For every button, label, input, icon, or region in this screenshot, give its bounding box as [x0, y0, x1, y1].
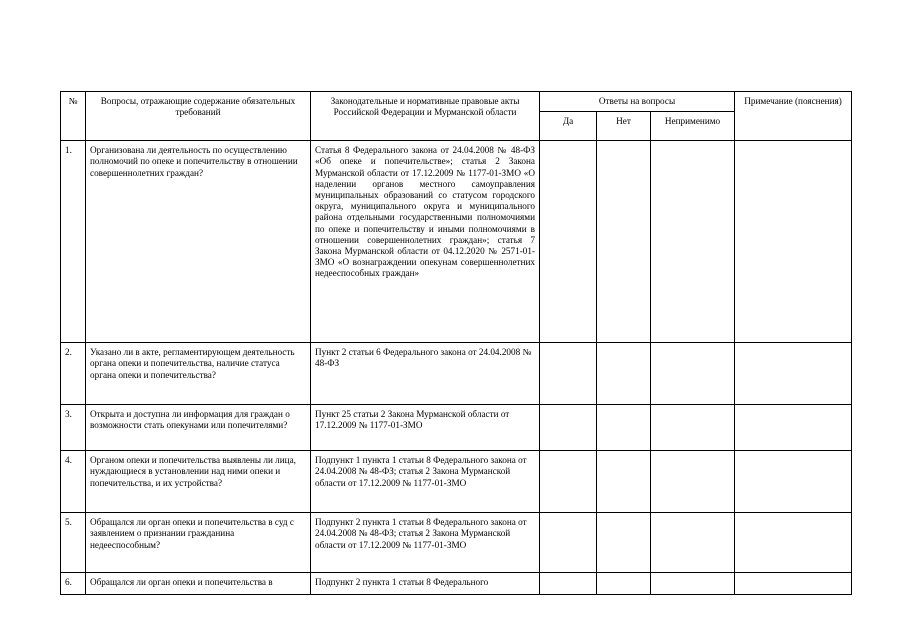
table-row: [61, 141, 852, 343]
row-number: 2.: [61, 343, 86, 405]
answer-yes-cell[interactable]: [540, 513, 597, 573]
header-acts: Законодательные и нормативные правовые акты Российской Федерации и Мурманской области: [311, 92, 540, 141]
header-answers: Ответы на вопросы: [540, 92, 735, 112]
answer-no-cell[interactable]: [597, 573, 651, 595]
answer-yes-cell[interactable]: [540, 141, 597, 343]
row-number: 6.: [61, 573, 86, 595]
header-row: [61, 92, 852, 112]
note-cell[interactable]: [735, 451, 852, 513]
row-question: Указано ли в акте, регламентирующем деятельность органа опеки и попечительства, наличие статуса органа опеки и попечительства?: [86, 343, 311, 405]
answer-na-cell[interactable]: [651, 451, 735, 513]
answer-na-cell[interactable]: [651, 573, 735, 595]
answer-no-cell[interactable]: [597, 513, 651, 573]
table-row: [61, 343, 852, 405]
answer-no-cell[interactable]: [597, 451, 651, 513]
answer-yes-cell[interactable]: [540, 573, 597, 595]
answer-na-cell[interactable]: [651, 513, 735, 573]
answer-na-cell[interactable]: [651, 343, 735, 405]
header-na: Неприменимо: [651, 112, 735, 141]
answer-yes-cell[interactable]: [540, 343, 597, 405]
table-row: [61, 513, 852, 573]
row-acts: Статья 8 Федерального закона от 24.04.2008 № 48-ФЗ «Об опеке и попечительстве»; статья 2 Закона Мурманской области от 17.12.2009 № 1177-01-ЗМО «О наделении органов местного самоуправления муниципальных образований со статусом городского округа, муниципального округа и муниципального района отдельными государственными полномочиями по опеке и попечительству и иными полномочиями в отношении совершеннолетних граждан»; статья 7 Закона Мурманской области от 04.12.2020 № 2571-01-ЗМО «О вознаграждении опекунам совершеннолетних недееспособных граждан»: [311, 141, 540, 343]
table-row: [61, 451, 852, 513]
answer-no-cell[interactable]: [597, 141, 651, 343]
row-acts: Пункт 2 статьи 6 Федерального закона от 24.04.2008 № 48-ФЗ: [311, 343, 540, 405]
note-cell[interactable]: [735, 343, 852, 405]
row-question: Организована ли деятельность по осуществлению полномочий по опеке и попечительству в отношении совершеннолетних граждан?: [86, 141, 311, 343]
row-acts: Пункт 25 статьи 2 Закона Мурманской области от 17.12.2009 № 1177-01-ЗМО: [311, 405, 540, 451]
row-acts: Подпункт 2 пункта 1 статьи 8 Федерального: [311, 573, 540, 595]
header-no: Нет: [597, 112, 651, 141]
row-number: 3.: [61, 405, 86, 451]
answer-na-cell[interactable]: [651, 141, 735, 343]
header-num: №: [61, 92, 86, 141]
row-question: Органом опеки и попечительства выявлены ли лица, нуждающиеся в установлении над ними опеки и попечительства, и их устройства?: [86, 451, 311, 513]
row-acts: Подпункт 1 пункта 1 статьи 8 Федерального закона от 24.04.2008 № 48-ФЗ; статья 2 Закона Мурманской области от 17.12.2009 № 1177-01-ЗМО: [311, 451, 540, 513]
header-yes: Да: [540, 112, 597, 141]
answer-no-cell[interactable]: [597, 343, 651, 405]
row-number: 4.: [61, 451, 86, 513]
answer-yes-cell[interactable]: [540, 405, 597, 451]
row-question: Открыта и доступна ли информация для граждан о возможности стать опекунами или попечителями?: [86, 405, 311, 451]
row-number: 5.: [61, 513, 86, 573]
checklist-table: [60, 91, 852, 595]
row-acts: Подпункт 2 пункта 1 статьи 8 Федерального закона от 24.04.2008 № 48-ФЗ; статья 2 Закона Мурманской области от 17.12.2009 № 1177-01-ЗМО: [311, 513, 540, 573]
note-cell[interactable]: [735, 513, 852, 573]
note-cell[interactable]: [735, 573, 852, 595]
note-cell[interactable]: [735, 405, 852, 451]
note-cell[interactable]: [735, 141, 852, 343]
header-note: Примечание (пояснения): [735, 92, 852, 141]
row-number: 1.: [61, 141, 86, 343]
header-questions: Вопросы, отражающие содержание обязательных требований: [86, 92, 311, 141]
table-row: [61, 405, 852, 451]
row-question: Обращался ли орган опеки и попечительства в суд с заявлением о признании гражданина недееспособным?: [86, 513, 311, 573]
row-question: Обращался ли орган опеки и попечительства в: [86, 573, 311, 595]
answer-na-cell[interactable]: [651, 405, 735, 451]
answer-no-cell[interactable]: [597, 405, 651, 451]
answer-yes-cell[interactable]: [540, 451, 597, 513]
table-row: [61, 573, 852, 595]
